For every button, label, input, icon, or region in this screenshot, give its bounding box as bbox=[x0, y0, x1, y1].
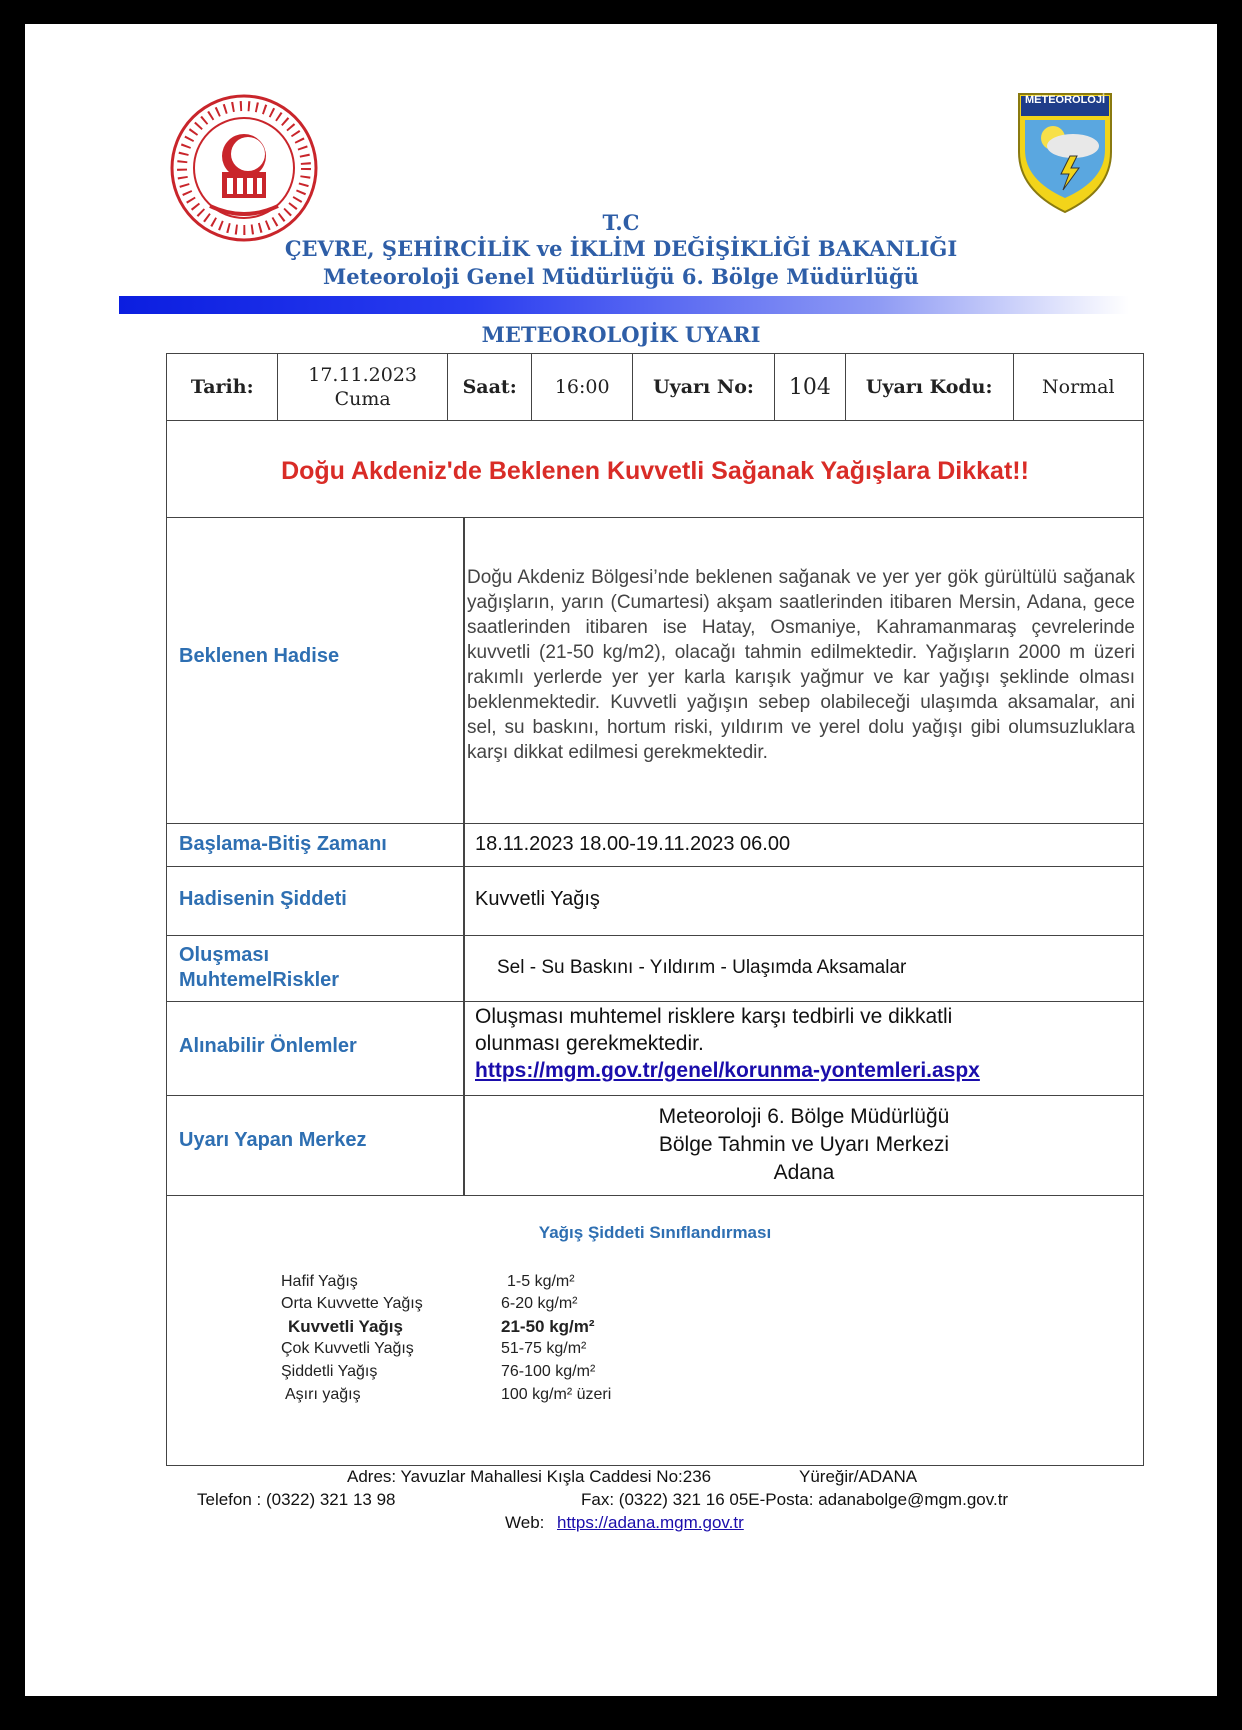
warning-code-label: Uyarı Kodu: bbox=[845, 354, 1013, 421]
class-name-6: Aşırı yağış bbox=[285, 1386, 361, 1403]
header-tc: T.C bbox=[602, 210, 640, 235]
warning-title: Doğu Akdeniz'de Beklenen Kuvvetli Sağanak Yağışlara Dikkat!! bbox=[281, 457, 1029, 485]
center-line2: Bölge Tahmin ve Uyarı Merkezi bbox=[658, 1133, 950, 1156]
header-gradient-band bbox=[119, 296, 1129, 314]
date-label: Tarih: bbox=[167, 354, 278, 421]
warning-no-value: 104 bbox=[775, 354, 846, 421]
expected-event-label: Beklenen Hadise bbox=[179, 645, 340, 667]
severity-value: Kuvvetli Yağış bbox=[475, 888, 600, 910]
risks-row bbox=[167, 935, 1143, 1002]
meteoroloji-logo-icon bbox=[1015, 90, 1115, 216]
document-page bbox=[25, 24, 1217, 1696]
date-cell bbox=[278, 354, 447, 421]
footer-fax-email: Fax: (0322) 321 16 05E-Posta: adanabolge@mgm.gov.tr bbox=[581, 1490, 1009, 1509]
risks-value: Sel - Su Baskını - Yıldırım - Ulaşımda Aksamalar bbox=[497, 957, 907, 978]
classification-section bbox=[167, 1195, 1143, 1465]
class-range-4: 51-75 kg/m² bbox=[501, 1340, 587, 1357]
class-range-6: 100 kg/m² üzeri bbox=[501, 1386, 612, 1403]
time-label: Saat: bbox=[447, 354, 532, 421]
expected-event-text: Doğu Akdeniz Bölgesi’nde beklenen sağanak ve yer yer gök gürültülü sağanak yağışların, yarın (Cumartesi) akşam saatlerinden itibaren Mersin, Adana, gece saatlerinden itibaren ise Hatay, Osmaniye, Kahramanmaraş çevrelerinde kuvvetli (21-50 kg/m2), olacağı tahmin edilmektedir. Yağışların 2000 m üzeri rakımlı yerlerde yer yer karla karışık yağmur ve kar yağışı şeklinde olması beklenmektedir. Kuvvetli yağışın sebep olabileceği ulaşımda aksamalar, ani sel, su baskını, hortum riski, yıldırım ve yerel dolu yağışı gibi olumsuzluklara karşı dikkat edilmesi gerekmektedir. bbox=[467, 567, 1135, 763]
class-range-3: 21-50 kg/m² bbox=[501, 1317, 595, 1336]
class-name-2: Orta Kuvvette Yağış bbox=[281, 1295, 423, 1312]
issuing-center-value bbox=[465, 1103, 1143, 1187]
center-line3: Adana bbox=[773, 1161, 835, 1184]
time-range-label: Başlama-Bitiş Zamanı bbox=[179, 833, 387, 855]
expected-event-row bbox=[167, 517, 1143, 824]
warning-details bbox=[166, 419, 1144, 1466]
footer-district: Yüreğir/ADANA bbox=[799, 1467, 918, 1486]
header-directorate: Meteoroloji Genel Müdürlüğü 6. Bölge Müdürlüğü bbox=[323, 264, 919, 289]
meteoroloji-logo-text: METEOROLOJİ bbox=[1024, 94, 1106, 106]
warning-code-value: Normal bbox=[1013, 354, 1143, 421]
document-title: METEOROLOJİK UYARI bbox=[481, 322, 761, 347]
class-range-1: 1-5 kg/m² bbox=[507, 1273, 575, 1290]
center-line1: Meteoroloji 6. Bölge Müdürlüğü bbox=[658, 1105, 950, 1128]
footer-web-label: Web: bbox=[505, 1513, 545, 1532]
risks-label-line1: Oluşması bbox=[179, 944, 270, 966]
date-value: 17.11.2023 bbox=[308, 364, 418, 386]
class-name-5: Şiddetli Yağış bbox=[281, 1363, 378, 1380]
warning-title-row bbox=[167, 419, 1143, 518]
precautions-row bbox=[167, 1001, 1143, 1096]
time-value: 16:00 bbox=[532, 354, 633, 421]
header-ministry: ÇEVRE, ŞEHİRCİLİK ve İKLİM DEĞİŞİKLİĞİ BAKANLIĞI bbox=[284, 236, 958, 261]
time-range-value: 18.11.2023 18.00-19.11.2023 06.00 bbox=[475, 833, 791, 855]
class-name-1: Hafif Yağış bbox=[281, 1273, 358, 1290]
precautions-line2: olunması gerekmektedir. bbox=[475, 1032, 704, 1055]
footer-web-link[interactable]: https://adana.mgm.gov.tr bbox=[557, 1513, 744, 1532]
footer-address: Adres: Yavuzlar Mahallesi Kışla Caddesi No:236 bbox=[347, 1467, 712, 1486]
warning-no-label: Uyarı No: bbox=[632, 354, 774, 421]
class-range-2: 6-20 kg/m² bbox=[501, 1295, 578, 1312]
class-range-5: 76-100 kg/m² bbox=[501, 1363, 596, 1380]
issuing-center-row bbox=[167, 1095, 1143, 1196]
day-value: Cuma bbox=[334, 388, 391, 410]
precautions-line1: Oluşması muhtemel risklere karşı tedbirli ve dikkatli bbox=[475, 1005, 953, 1028]
precautions-label: Alınabilir Önlemler bbox=[179, 1035, 357, 1057]
time-range-row bbox=[167, 823, 1143, 867]
class-name-4: Çok Kuvvetli Yağış bbox=[281, 1340, 414, 1357]
classification-title: Yağış Şiddeti Sınıflandırması bbox=[538, 1223, 772, 1242]
precautions-link[interactable]: https://mgm.gov.tr/genel/korunma-yontemleri.aspx bbox=[475, 1059, 980, 1082]
severity-label: Hadisenin Şiddeti bbox=[179, 888, 347, 910]
severity-row bbox=[167, 866, 1143, 936]
risks-label bbox=[179, 943, 339, 993]
footer-phone: Telefon : (0322) 321 13 98 bbox=[197, 1490, 396, 1509]
issuing-center-label: Uyarı Yapan Merkez bbox=[179, 1129, 367, 1151]
risks-label-line2: MuhtemelRiskler bbox=[179, 969, 340, 991]
precautions-text bbox=[475, 1003, 980, 1084]
warning-info-table bbox=[166, 353, 1144, 421]
class-name-3: Kuvvetli Yağış bbox=[288, 1317, 403, 1336]
